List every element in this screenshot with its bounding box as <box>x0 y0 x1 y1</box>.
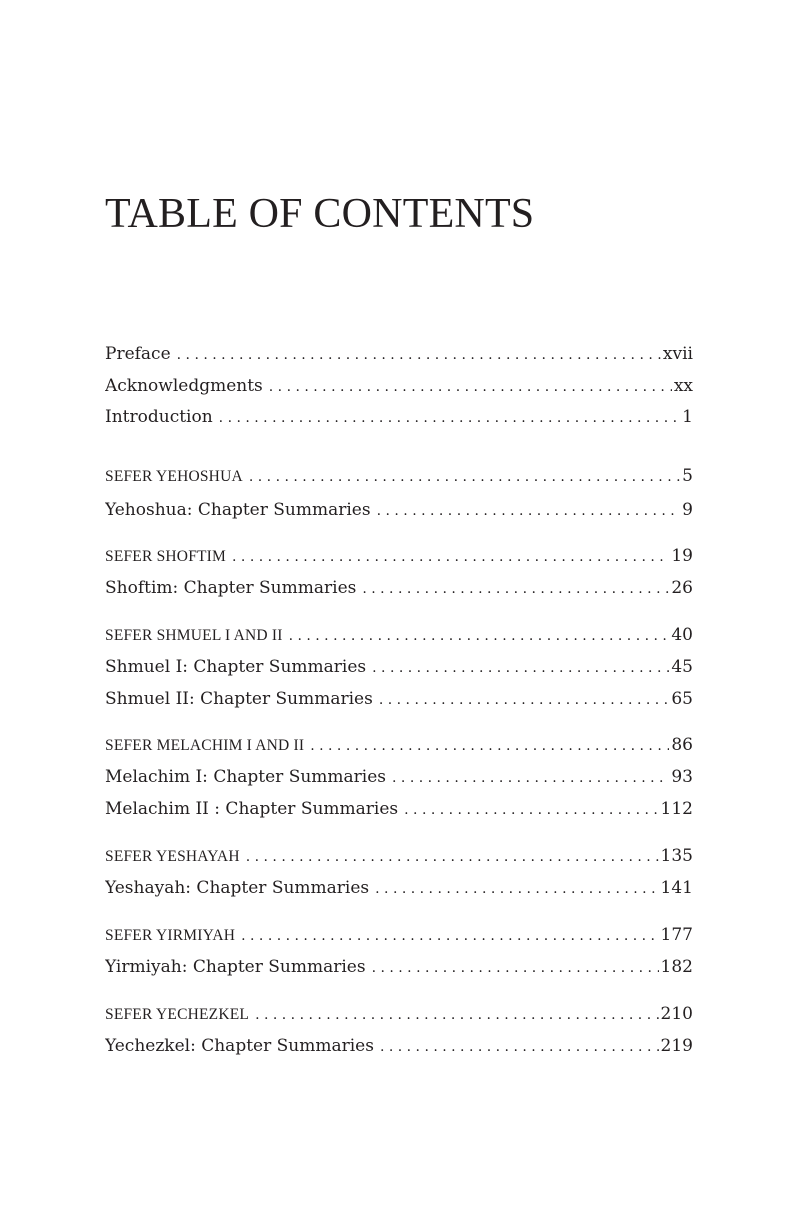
dot-leader <box>372 955 659 980</box>
toc-entry-sefer-shmuel <box>105 622 693 648</box>
toc-entry-label: Shmuel II: Chapter Summaries <box>105 689 373 709</box>
dot-leader <box>289 623 670 648</box>
toc-entry-melachim-1-summaries <box>105 764 693 790</box>
dot-leader <box>310 733 669 758</box>
toc-entry-page: 26 <box>671 578 693 598</box>
toc-entry-page: 219 <box>660 1036 693 1056</box>
toc-entry-label: Yeshayah: Chapter Summaries <box>105 878 370 898</box>
toc-entry-label: Shoftim: Chapter Summaries <box>105 578 357 598</box>
toc-entry-page: 182 <box>660 957 693 977</box>
toc-entry-sefer-yehoshua <box>105 463 693 489</box>
toc-entry-page: xx <box>673 376 693 396</box>
toc-entry-melachim-2-summaries <box>105 796 693 822</box>
toc-entry-page: 1 <box>682 407 693 427</box>
dot-leader <box>404 797 658 822</box>
toc-entry-label: SEFER SHOFTIM <box>105 548 227 565</box>
dot-leader <box>269 374 672 399</box>
toc-entry-page: 45 <box>671 657 693 677</box>
dot-leader <box>249 464 680 489</box>
toc-entry-label: Yechezkel: Chapter Summaries <box>105 1036 374 1056</box>
toc-entry-page: 93 <box>671 767 693 787</box>
toc-entry-sefer-yeshayah <box>105 843 693 869</box>
toc-entry-introduction <box>105 404 693 430</box>
toc-entry-label: SEFER SHMUEL I AND II <box>105 627 283 644</box>
toc-entry-label: Yirmiyah: Chapter Summaries <box>105 957 366 977</box>
dot-leader <box>177 342 661 367</box>
toc-entry-yeshayah-summaries <box>105 875 693 901</box>
toc-entry-page: 86 <box>671 735 693 755</box>
toc-entry-yirmiyah-summaries <box>105 954 693 980</box>
dot-leader <box>377 498 681 523</box>
toc-entry-page: 135 <box>660 846 693 866</box>
toc-entry-page: 177 <box>660 925 693 945</box>
toc-entry-shmuel-1-summaries <box>105 654 693 680</box>
dot-leader <box>246 844 659 869</box>
toc-entry-yehoshua-summaries <box>105 497 693 523</box>
toc-entry-label: SEFER YEHOSHUA <box>105 468 243 485</box>
toc-entry-label: Introduction <box>105 407 213 427</box>
toc-entry-yechezkel-summaries <box>105 1033 693 1059</box>
dot-leader <box>255 1002 658 1027</box>
toc-entry-page: 19 <box>671 546 693 566</box>
toc-entry-sefer-yechezkel <box>105 1001 693 1027</box>
page-title: TABLE OF CONTENTS <box>105 191 535 237</box>
toc-entry-shoftim-summaries <box>105 575 693 601</box>
toc-entry-label: Preface <box>105 344 171 364</box>
dot-leader <box>375 876 658 901</box>
toc-entry-label: Melachim II : Chapter Summaries <box>105 799 399 819</box>
toc-entry-page: xvii <box>662 344 693 364</box>
toc-entry-sefer-yirmiyah <box>105 922 693 948</box>
toc-entry-label: SEFER YESHAYAH <box>105 848 240 865</box>
dot-leader <box>372 655 669 680</box>
dot-leader <box>380 1034 659 1059</box>
toc-entry-sefer-melachim <box>105 732 693 758</box>
dot-leader <box>232 544 669 569</box>
toc-entry-page: 9 <box>682 500 693 520</box>
dot-leader <box>219 405 681 430</box>
dot-leader <box>241 923 658 948</box>
toc-entry-page: 112 <box>660 799 693 819</box>
toc-entry-preface <box>105 341 693 367</box>
toc-entry-page: 210 <box>660 1004 693 1024</box>
toc-entry-label: Acknowledgments <box>105 376 263 396</box>
toc-entry-sefer-shoftim <box>105 543 693 569</box>
toc-entry-shmuel-2-summaries <box>105 686 693 712</box>
toc-entry-page: 5 <box>682 466 693 486</box>
dot-leader <box>392 765 669 790</box>
toc-entry-label: Melachim I: Chapter Summaries <box>105 767 387 787</box>
dot-leader <box>362 576 669 601</box>
toc-entry-label: Yehoshua: Chapter Summaries <box>105 500 371 520</box>
toc-entry-page: 65 <box>671 689 693 709</box>
toc-entry-label: SEFER MELACHIM I AND II <box>105 737 305 754</box>
toc-entry-label: Shmuel I: Chapter Summaries <box>105 657 367 677</box>
dot-leader <box>379 687 670 712</box>
toc-entry-page: 141 <box>660 878 693 898</box>
toc-entry-acknowledgments <box>105 373 693 399</box>
toc-entry-label: SEFER YIRMIYAH <box>105 927 236 944</box>
toc-entry-page: 40 <box>671 625 693 645</box>
toc-entry-label: SEFER YECHEZKEL <box>105 1006 250 1023</box>
